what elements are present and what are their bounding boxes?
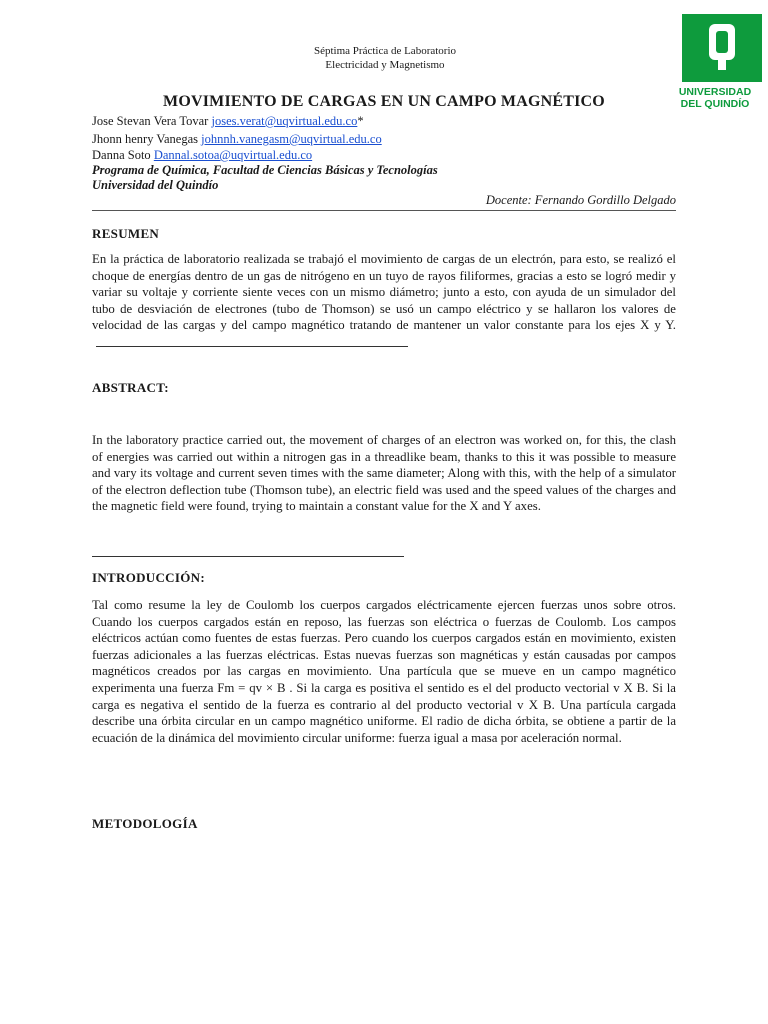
affiliation-program: Programa de Química, Facultad de Ciencias Básicas y Tecnologías	[92, 163, 438, 177]
docente: Docente: Fernando Gordillo Delgado	[485, 193, 676, 207]
author-1	[92, 114, 364, 129]
author-2	[92, 132, 382, 147]
header	[230, 44, 540, 72]
metodologia-heading: METODOLOGÍA	[92, 816, 198, 831]
university-logo	[670, 14, 760, 110]
abstract-heading: ABSTRACT:	[92, 380, 169, 395]
abstract-paragraph: In the laboratory practice carried out, the movement of charges of an electron was worked on, for this, the clash of energies was carried out within a nitrogen gas in a threadlike beam, thanks to this it was possible to measure and vary its voltage and current seven times with the same diameter; Along with this, with the help of a simulator of the electron deflection tube (Thomson tube), an electric field was used and the speed values of the charges and the magnetic field were found, trying to maintain a constant value for the X and Y axes.	[92, 433, 676, 514]
resumen-heading: RESUMEN	[92, 226, 160, 241]
logo-line-1: UNIVERSIDAD	[678, 86, 752, 98]
resumen-paragraph	[92, 251, 676, 352]
header-line-2: Electricidad y Magnetismo	[325, 59, 445, 71]
author-name: Danna Soto	[92, 148, 151, 162]
introduccion-paragraph: Tal como resume la ley de Coulomb los cuerpos cargados eléctricamente ejercen fuerzas unos sobre otros. Cuando los cuerpos cargados están en reposo, las fuerzas son eléctrica o fuerzas de Coulomb. Los campos eléctricos actúan como fuentes de estas fuerzas. Pero cuando los cuerpos cargados están en movimiento, existen fuerzas adicionales a las fuerzas eléctricas. Estas nuevas fuerzas son magnéticas y están causadas por campos magnéticos creados por las cargas en movimiento. Una partícula que se mueve en un campo magnético experimenta una fuerza Fm = qv × B . Si la carga es positiva el sentido es el del producto vectorial v X B. Si la carga es negativa el sentido de la fuerza es contrario al del producto vectorial v X B. Una partícula cargada describe una órbita circular en un campo magnético uniforme. El radio de dicha órbita, se obtiene a partir de la ecuación de la dinámica del movimiento circular uniforme: fuerza igual a masa por aceleración normal.	[92, 598, 676, 745]
header-line-1: Séptima Práctica de Laboratorio	[313, 45, 457, 57]
paper-title: MOVIMIENTO DE CARGAS EN UN CAMPO MAGNÉTICO	[163, 93, 605, 110]
header-divider	[92, 210, 676, 211]
author-3	[92, 148, 312, 163]
author-email-link[interactable]: Dannal.sotoa@uqvirtual.edu.co	[153, 148, 313, 162]
author-name: Jhonn henry Vanegas	[92, 132, 198, 146]
author-name: Jose Stevan Vera Tovar	[92, 114, 209, 128]
affiliation-university: Universidad del Quindío	[92, 178, 219, 192]
introduccion-heading: INTRODUCCIÓN:	[92, 570, 205, 585]
blank-line	[96, 334, 408, 347]
logo-line-2: DEL QUINDÍO	[680, 98, 750, 110]
logo-mark-icon	[682, 14, 762, 82]
author-email-link[interactable]: johnnh.vanegasm@uqvirtual.edu.co	[201, 132, 382, 146]
abstract-divider	[92, 556, 404, 557]
author-email-link[interactable]: joses.verat@uqvirtual.edu.co	[211, 114, 358, 128]
author-suffix: *	[357, 114, 364, 128]
resumen-text: En la práctica de laboratorio realizada se trabajó el movimiento de cargas de un electrón, para esto, se realizó el choque de energías dentro de un gas de nitrógeno en un tuyo de rayos filiformes, gracias a esto se logró medir y variar su voltaje y corriente siente veces con un mismo diámetro; junto a esto, con ayuda de un simulador del tubo de desviación de electrones (tubo de Thomson) se usó un campo eléctrico y se hallaron los valores de velocidad de las cargas y del campo magnético tratando de mantener un valor constante para los ejes X y Y.	[92, 252, 676, 333]
